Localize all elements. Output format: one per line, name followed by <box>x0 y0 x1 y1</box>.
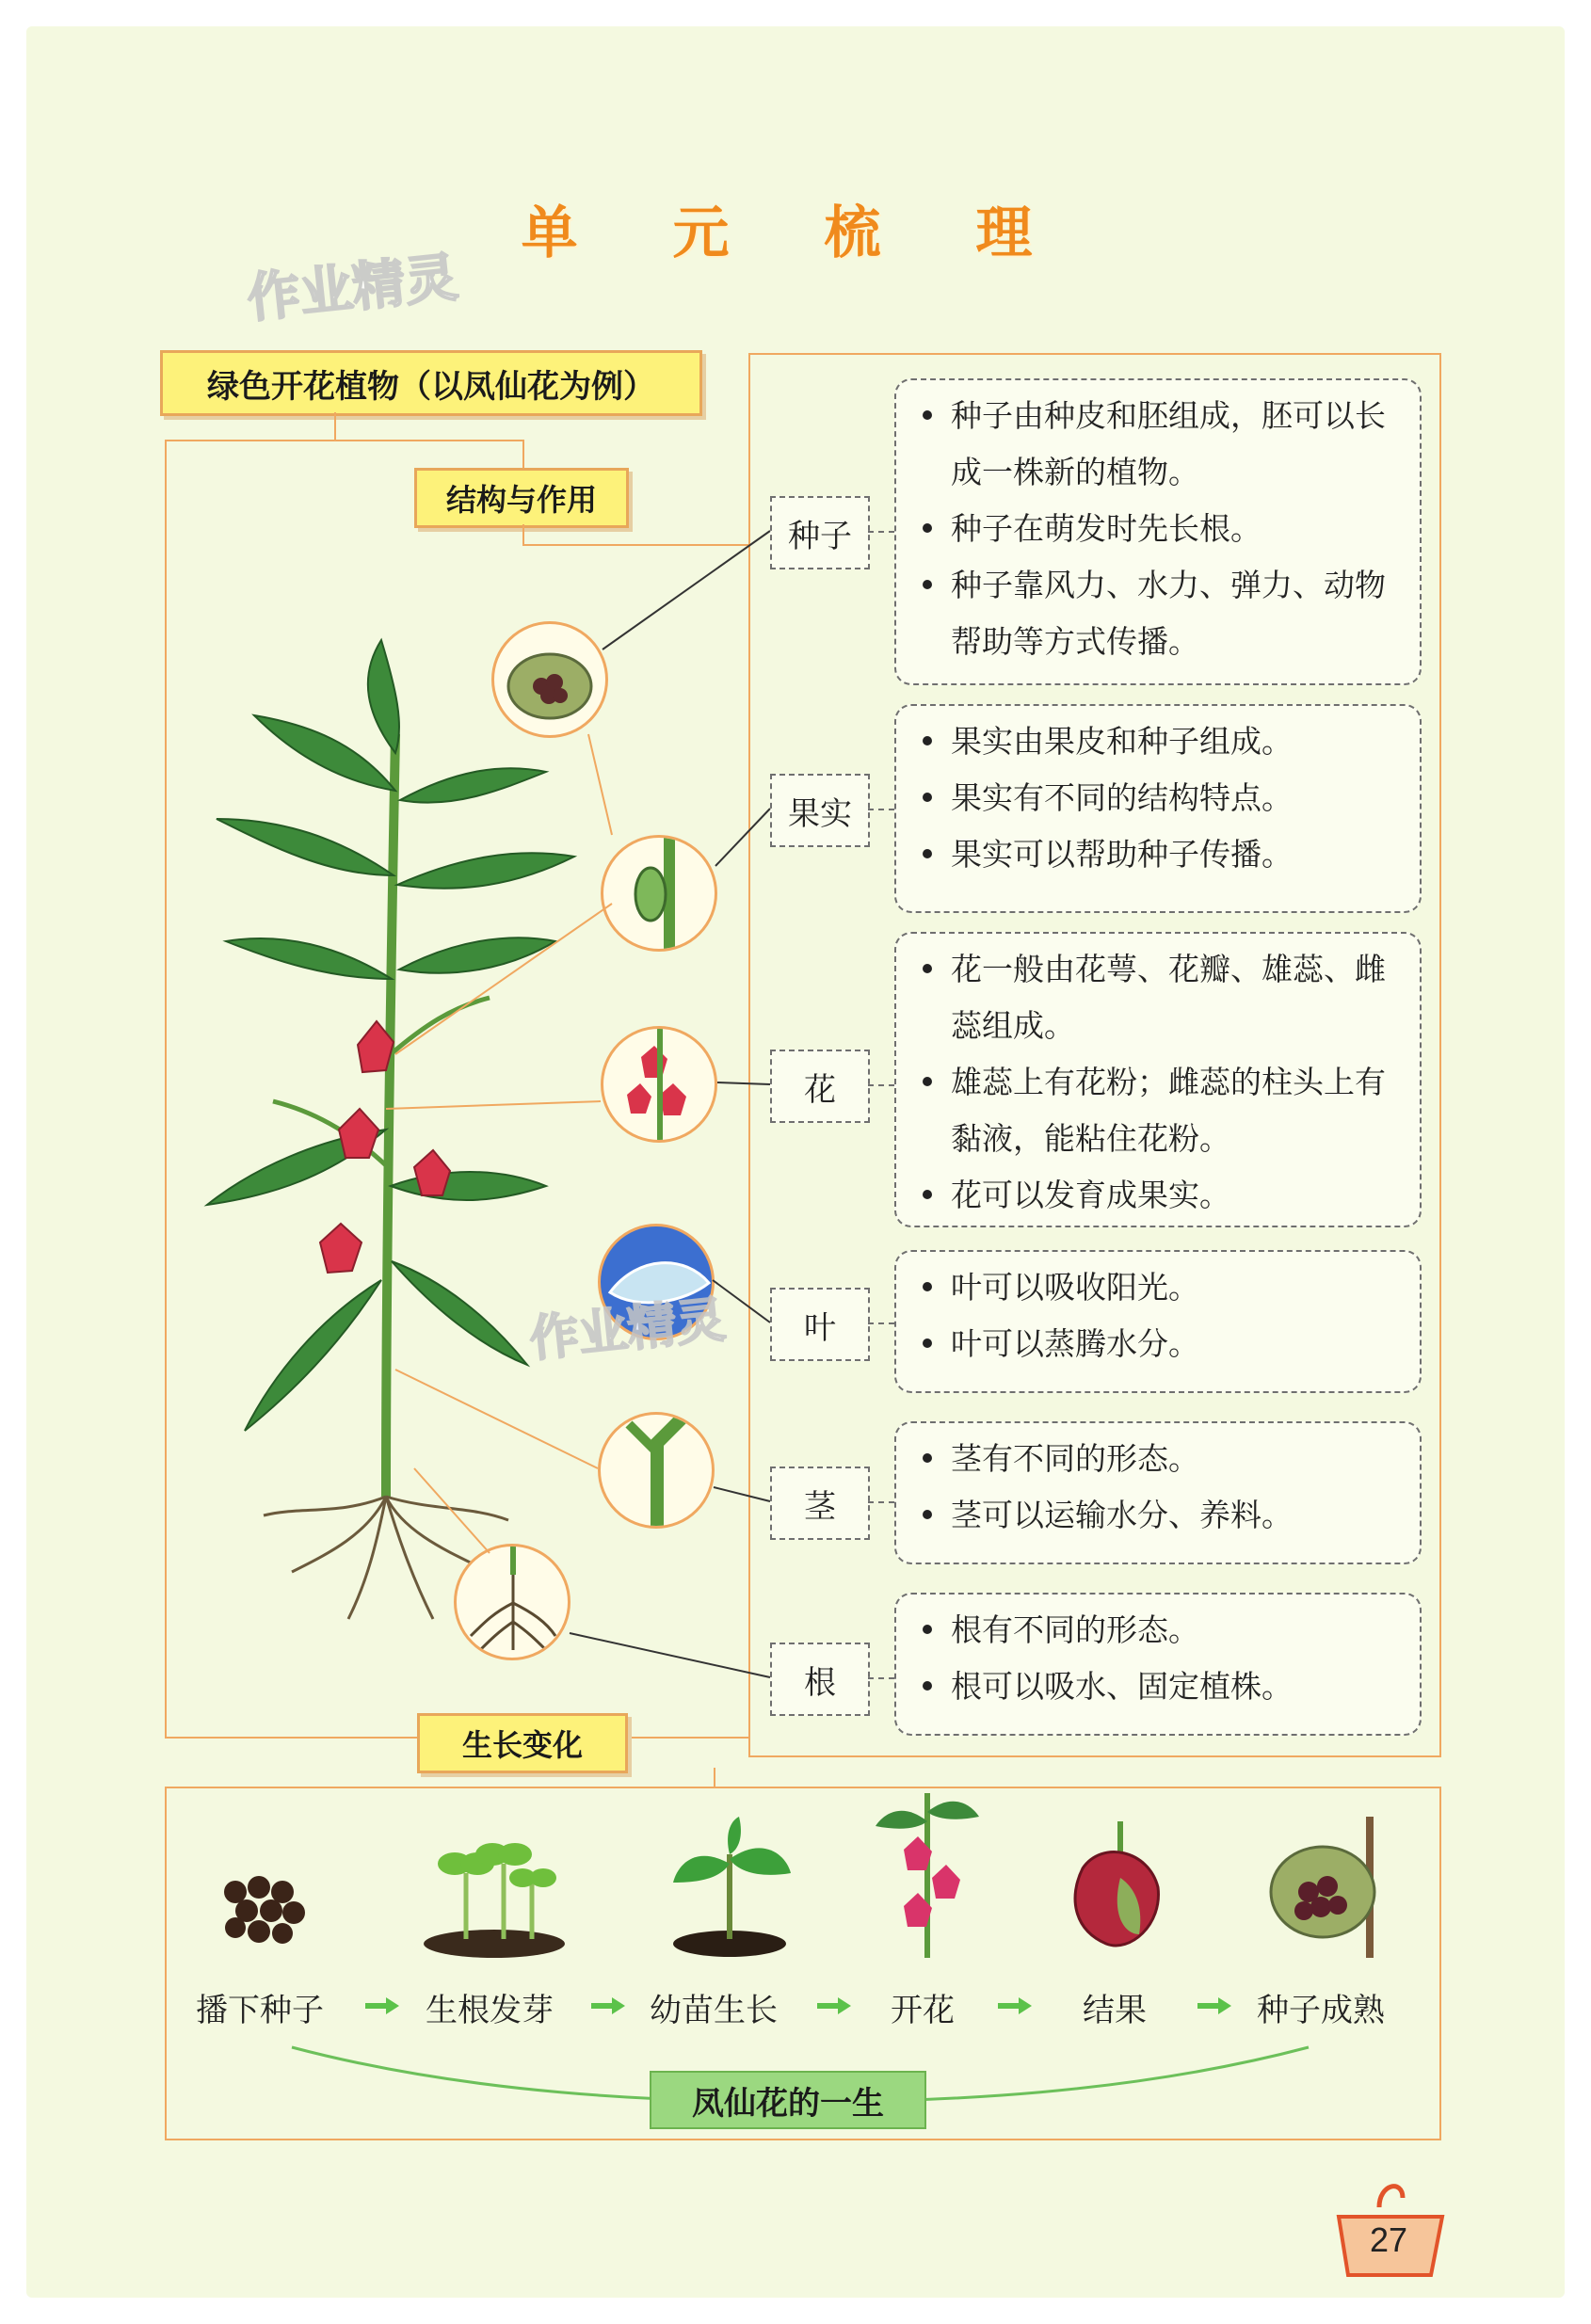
desc-seed-item: 种子在萌发时先长根。 <box>917 501 1403 557</box>
arrow-right-icon <box>591 1997 625 2014</box>
stage-flowering-image <box>866 1793 988 1958</box>
stage-label: 结果 <box>1083 1992 1147 2029</box>
desc-flower-item: 花一般由花萼、花瓣、雄蕊、雌蕊组成。 <box>917 941 1403 1054</box>
desc-leaf-item: 叶可以蒸腾水分。 <box>917 1316 1403 1372</box>
stage-mature-seeds-image <box>1257 1817 1407 1958</box>
desc-root-item: 根有不同的形态。 <box>917 1602 1403 1659</box>
desc-stem-item: 茎有不同的形态。 <box>917 1431 1403 1487</box>
desc-flower-item: 雄蕊上有花粉；雌蕊的柱头上有黏液，能粘住花粉。 <box>917 1054 1403 1167</box>
stage-label: 开花 <box>891 1992 955 2029</box>
stage-label: 幼苗生长 <box>650 1992 778 2029</box>
part-stem: 茎 <box>770 1467 870 1540</box>
desc-fruit-item: 果实有不同的结构特点。 <box>917 770 1403 826</box>
arrow-right-icon <box>1197 1997 1231 2014</box>
desc-stem-item: 茎可以运输水分、养料。 <box>917 1487 1403 1544</box>
stage-label: 种子成熟 <box>1257 1992 1385 2029</box>
watermark: 作业精灵 <box>244 247 461 330</box>
desc-seed-item: 种子由种皮和胚组成，胚可以长成一株新的植物。 <box>917 388 1403 501</box>
part-root: 根 <box>770 1643 870 1716</box>
desc-flower-item: 花可以发育成果实。 <box>917 1167 1403 1224</box>
watermark-center: 作业精灵 <box>527 1291 729 1369</box>
life-cycle-label: 凤仙花的一生 <box>650 2071 926 2129</box>
page-number: 27 <box>1369 2220 1408 2259</box>
desc-root-item: 根可以吸水、固定植株。 <box>917 1659 1403 1715</box>
arrow-right-icon <box>365 1997 399 2014</box>
page-title: 单 元 梳 理 <box>521 200 1070 266</box>
part-leaf: 叶 <box>770 1288 870 1361</box>
desc-leaf-item: 叶可以吸收阳光。 <box>917 1259 1403 1316</box>
arrow-right-icon <box>998 1997 1032 2014</box>
stage-seeds-image <box>207 1845 329 1958</box>
structure-label: 结构与作用 <box>414 468 629 528</box>
growth-label: 生长变化 <box>417 1713 628 1773</box>
desc-seed-item: 种子靠风力、水力、弹力、动物帮助等方式传播。 <box>917 557 1403 670</box>
desc-fruit-item: 果实可以帮助种子传播。 <box>917 826 1403 883</box>
stage-sprout-image <box>419 1826 570 1958</box>
main-label: 绿色开花植物（以凤仙花为例） <box>160 350 702 416</box>
part-seed: 种子 <box>770 496 870 569</box>
desc-fruit-item: 果实由果皮和种子组成。 <box>917 713 1403 770</box>
stage-label: 播下种子 <box>196 1992 324 2029</box>
stage-seedling-image <box>659 1817 800 1958</box>
part-fruit: 果实 <box>770 774 870 847</box>
part-flower: 花 <box>770 1050 870 1123</box>
arrow-right-icon <box>817 1997 851 2014</box>
stage-label: 生根发芽 <box>426 1992 554 2029</box>
stage-fruit-image <box>1054 1821 1177 1958</box>
